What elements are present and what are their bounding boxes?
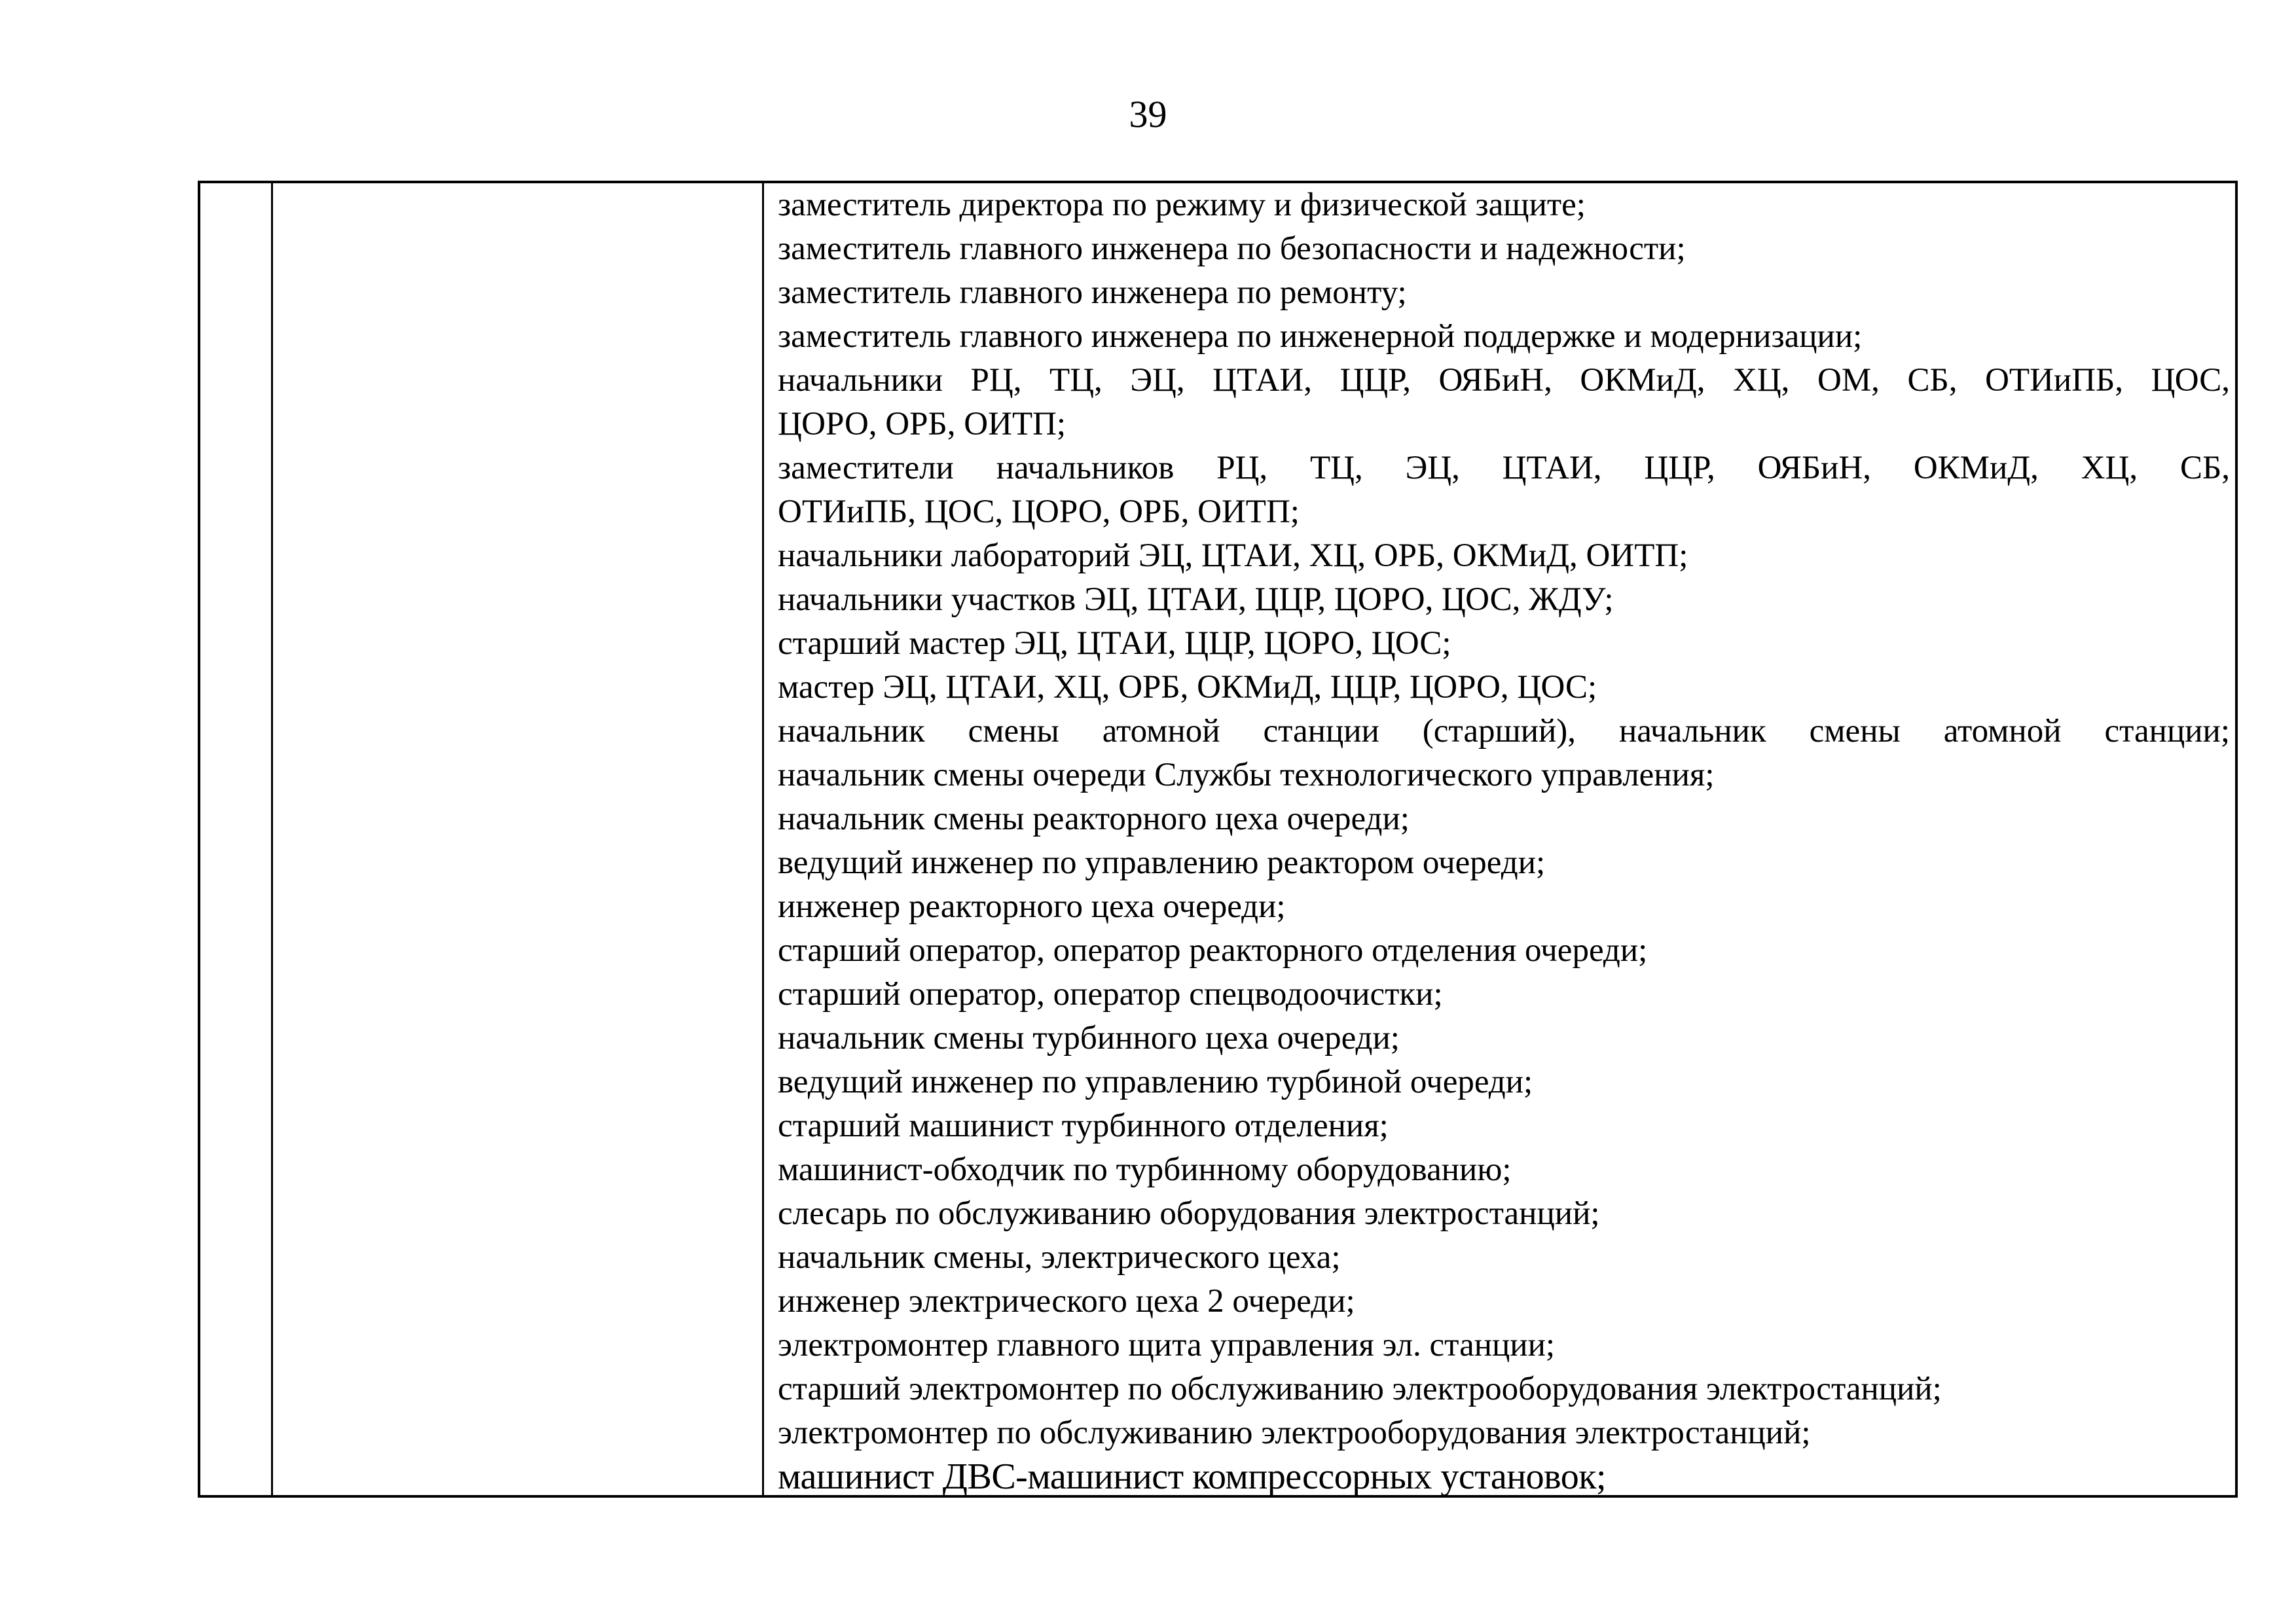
position-line: старший мастер ЭЦ, ЦТАИ, ЦЦР, ЦОРО, ЦОС; <box>778 625 1451 662</box>
position-line: слесарь по обслуживанию оборудования электростанций; <box>778 1195 1600 1232</box>
page-number: 39 <box>1129 93 1167 135</box>
table-cell-positions <box>778 183 2230 1499</box>
position-line: ведущий инженер по управлению реактором очереди; <box>778 844 1546 881</box>
position-line: заместитель главного инженера по инженерной поддержке и модернизации; <box>778 318 1863 355</box>
position-line: начальники РЦ, ТЦ, ЭЦ, ЦТАИ, ЦЦР, ОЯБиН, ОКМиД, ХЦ, ОМ, СБ, ОТИиПБ, ЦОС, <box>778 362 2230 399</box>
position-line: инженер электрического цеха 2 очереди; <box>778 1283 1355 1320</box>
position-line: ведущий инженер по управлению турбиной очереди; <box>778 1064 1533 1100</box>
position-line: начальник смены, электрического цеха; <box>778 1239 1341 1276</box>
position-line: заместители начальников РЦ, ТЦ, ЭЦ, ЦТАИ, ЦЦР, ОЯБиН, ОКМиД, ХЦ, СБ, <box>778 450 2230 486</box>
position-line: начальник смены атомной станции (старший), начальник смены атомной станции; <box>778 713 2230 749</box>
position-line: электромонтер по обслуживанию электрооборудования электростанций; <box>778 1415 1811 1451</box>
position-line: начальники лабораторий ЭЦ, ЦТАИ, ХЦ, ОРБ, ОКМиД, ОИТП; <box>778 537 1688 574</box>
position-line: начальник смены турбинного цеха очереди; <box>778 1020 1400 1056</box>
position-line: ОТИиПБ, ЦОС, ЦОРО, ОРБ, ОИТП; <box>778 494 1300 530</box>
position-line: старший оператор, оператор спецводоочистки; <box>778 976 1443 1013</box>
position-line: ЦОРО, ОРБ, ОИТП; <box>778 406 1066 442</box>
position-line: начальник смены очереди Службы технологического управления; <box>778 757 1715 793</box>
position-line: заместитель главного инженера по безопасности и надежности; <box>778 230 1686 267</box>
position-line: заместитель главного инженера по ремонту; <box>778 274 1407 311</box>
position-line: начальник смены реакторного цеха очереди; <box>778 801 1410 837</box>
position-line: мастер ЭЦ, ЦТАИ, ХЦ, ОРБ, ОКМиД, ЦЦР, ЦОРО, ЦОС; <box>778 669 1597 706</box>
position-line: начальники участков ЭЦ, ЦТАИ, ЦЦР, ЦОРО, ЦОС, ЖДУ; <box>778 581 1614 618</box>
position-line: машинист-обходчик по турбинному оборудованию; <box>778 1151 1512 1188</box>
position-line: инженер реакторного цеха очереди; <box>778 888 1286 925</box>
position-line: заместитель директора по режиму и физической защите; <box>778 187 1586 223</box>
position-line: машинист ДВС-машинист компрессорных установок; <box>778 1456 1606 1497</box>
document-table <box>198 181 2238 1498</box>
position-line: старший оператор, оператор реакторного отделения очереди; <box>778 932 1648 969</box>
column-divider <box>762 183 764 1495</box>
table-cell-category <box>273 183 762 1495</box>
position-line: старший электромонтер по обслуживанию электрооборудования электростанций; <box>778 1371 1942 1407</box>
table-cell-number <box>200 183 271 1495</box>
position-line: электромонтер главного щита управления эл. станции; <box>778 1327 1556 1363</box>
position-line: старший машинист турбинного отделения; <box>778 1108 1389 1144</box>
